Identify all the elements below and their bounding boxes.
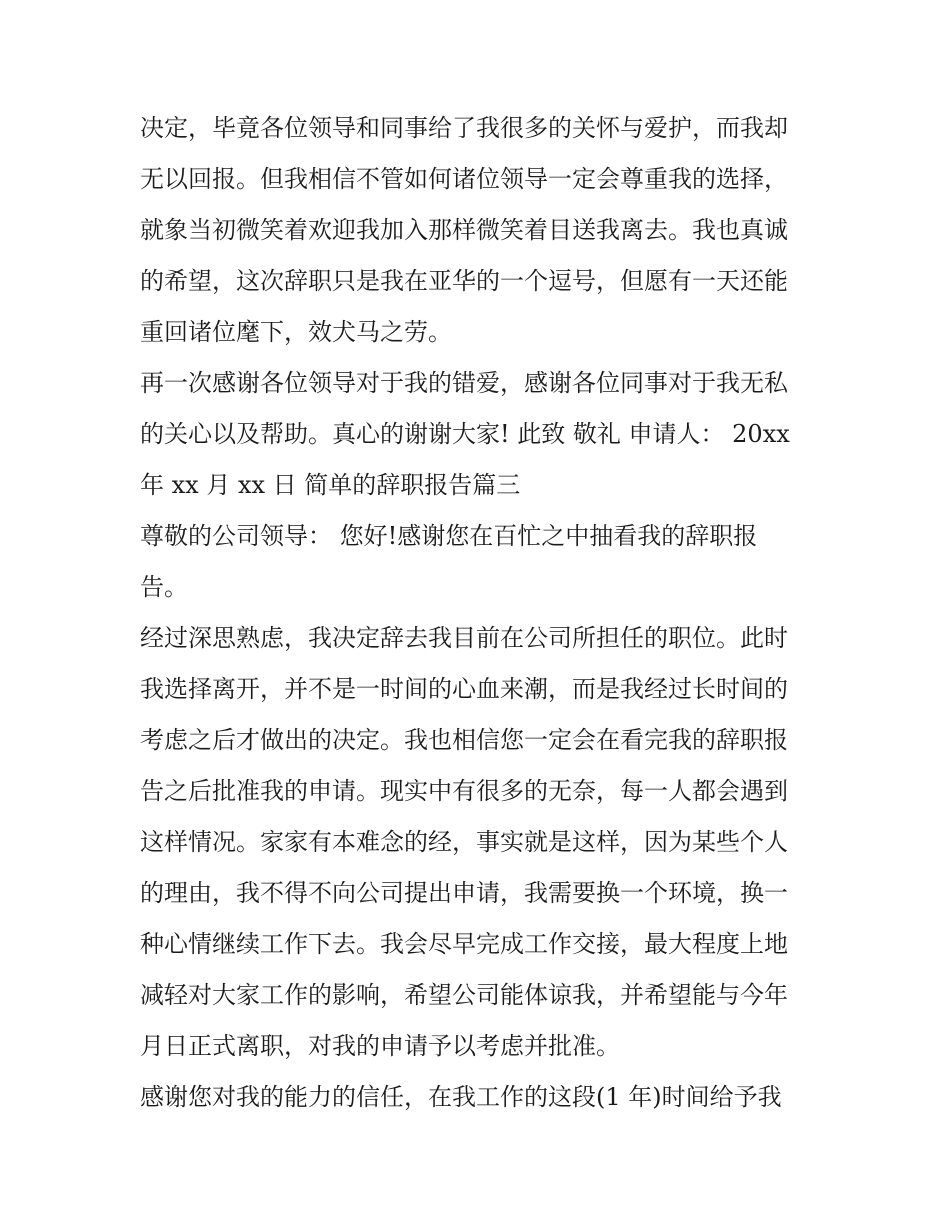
text-line: 的理由，我不得不向公司提出申请，我需要换一个环境，换一 bbox=[140, 879, 788, 907]
text-line: 重回诸位麾下，效犬马之劳。 bbox=[140, 318, 452, 346]
text-line: 的关心以及帮助。真心的谢谢大家! 此致 敬礼 申请人： 20xx bbox=[140, 420, 790, 448]
text-line: 无以回报。但我相信不管如何诸位领导一定会尊重我的选择， bbox=[140, 165, 788, 193]
text-line: 再一次感谢各位领导对于我的错爱，感谢各位同事对于我无私 bbox=[140, 369, 788, 397]
text-line: 减轻对大家工作的影响，希望公司能体谅我，并希望能与今年 bbox=[140, 981, 788, 1009]
text-line: 就象当初微笑着欢迎我加入那样微笑着目送我离去。我也真诚 bbox=[140, 216, 788, 244]
text-line: 尊敬的公司领导： 您好!感谢您在百忙之中抽看我的辞职报 bbox=[140, 522, 758, 550]
text-line: 告之后批准我的申请。现实中有很多的无奈，每一人都会遇到 bbox=[140, 777, 788, 805]
text-line: 决定，毕竟各位领导和同事给了我很多的关怀与爱护，而我却 bbox=[140, 114, 788, 142]
text-line: 年 xx 月 xx 日 简单的辞职报告篇三 bbox=[140, 471, 521, 499]
text-line: 我选择离开，并不是一时间的心血来潮，而是我经过长时间的 bbox=[140, 675, 788, 703]
text-line: 经过深思熟虑，我决定辞去我目前在公司所担任的职位。此时 bbox=[140, 624, 788, 652]
text-line: 这样情况。家家有本难念的经，事实就是这样，因为某些个人 bbox=[140, 828, 788, 856]
text-line: 的希望，这次辞职只是我在亚华的一个逗号，但愿有一天还能 bbox=[140, 267, 788, 295]
text-line: 种心情继续工作下去。我会尽早完成工作交接，最大程度上地 bbox=[140, 930, 788, 958]
text-line: 告。 bbox=[140, 573, 188, 601]
text-line: 考虑之后才做出的决定。我也相信您一定会在看完我的辞职报 bbox=[140, 726, 788, 754]
document-body bbox=[140, 103, 820, 1123]
text-line: 月日正式离职，对我的申请予以考虑并批准。 bbox=[140, 1032, 620, 1060]
text-line: 感谢您对我的能力的信任，在我工作的这段(1 年)时间给予我 bbox=[140, 1083, 782, 1111]
